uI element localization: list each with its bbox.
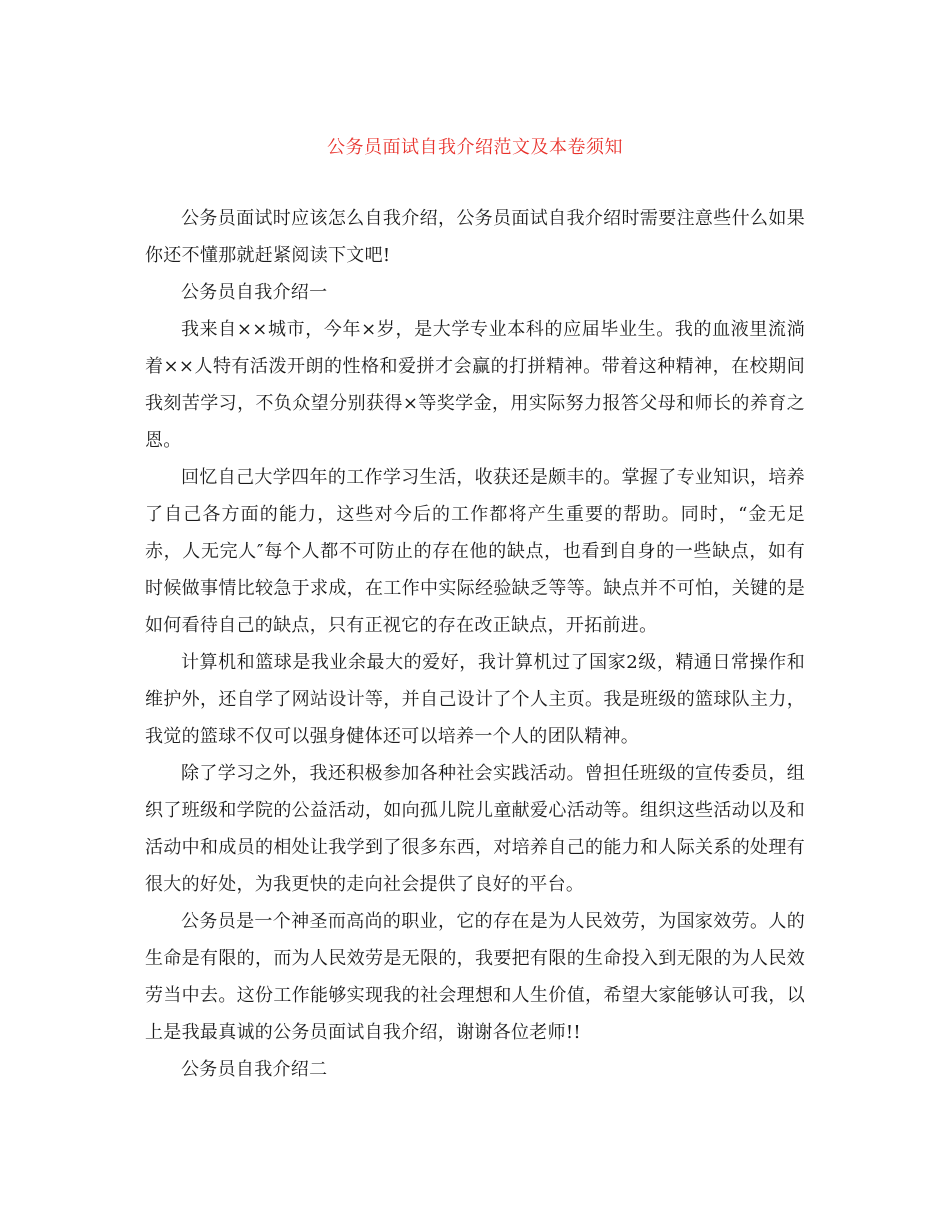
section-heading-one: 公务员自我介绍一 bbox=[181, 282, 328, 303]
body-paragraph: 计算机和篮球是我业余最大的爱好，我计算机过了国家2级，精通日常操作和维护外，还自学了网站设计等，并自己设计了个人主页。我是班级的篮球队主力，我觉的篮球不仅可以强身健体还可以培养一个人的团队精神。 bbox=[145, 652, 805, 747]
document-body bbox=[145, 200, 805, 1088]
body-paragraph: 除了学习之外，我还积极参加各种社会实践活动。曾担任班级的宣传委员，组织了班级和学院的公益活动，如向孤儿院儿童献爱心活动等。组织这些活动以及和活动中和成员的相处让我学到了很多东西，对培养自己的能力和人际关系的处理有很大的好处，为我更快的走向社会提供了良好的平台。 bbox=[145, 763, 805, 895]
body-paragraph: 我来自××城市，今年×岁，是大学专业本科的应届毕业生。我的血液里流淌着××人特有活泼开朗的性格和爱拼才会赢的打拼精神。带着这种精神，在校期间我刻苦学习，不负众望分别获得×等奖学金，用实际努力报答父母和师长的养育之恩。 bbox=[145, 319, 805, 451]
body-paragraph: 公务员是一个神圣而高尚的职业，它的存在是为人民效劳，为国家效劳。人的生命是有限的，而为人民效劳是无限的，我要把有限的生命投入到无限的为人民效劳当中去。这份工作能够实现我的社会理想和人生价值，希望大家能够认可我，以上是我最真诚的公务员面试自我介绍，谢谢各位老师!! bbox=[145, 911, 805, 1043]
intro-paragraph: 公务员面试时应该怎么自我介绍，公务员面试自我介绍时需要注意些什么如果你还不懂那就赶紧阅读下文吧! bbox=[145, 208, 805, 266]
body-paragraph: 回忆自己大学四年的工作学习生活，收获还是颇丰的。掌握了专业知识，培养了自己各方面的能力，这些对今后的工作都将产生重要的帮助。同时，“金无足赤，人无完人″每个人都不可防止的存在他的缺点，也看到自身的一些缺点，如有时候做事情比较急于求成，在工作中实际经验缺乏等等。缺点并不可怕，关键的是如何看待自己的缺点，只有正视它的存在改正缺点，开拓前进。 bbox=[145, 467, 805, 636]
section-heading-two: 公务员自我介绍二 bbox=[181, 1059, 328, 1080]
document-title: 公务员面试自我介绍范文及本卷须知 bbox=[327, 137, 623, 158]
